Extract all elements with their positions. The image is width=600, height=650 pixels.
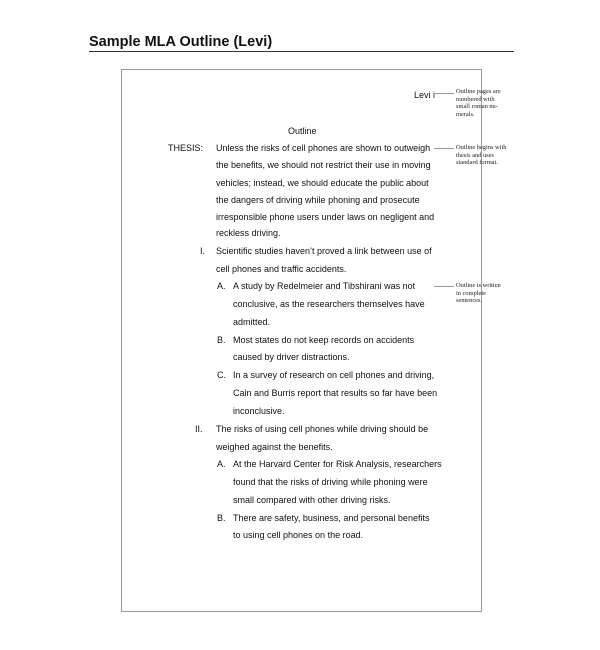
item-line: A study by Redelmeier and Tibshirani was not — [233, 281, 416, 291]
margin-annotation — [456, 282, 526, 305]
item-line: caused by driver distractions. — [233, 352, 350, 362]
thesis-line: vehicles; instead, we should educate the public about — [216, 178, 429, 188]
item-letter: C. — [217, 370, 226, 380]
section-line: cell phones and traffic accidents. — [216, 264, 347, 274]
item-line: found that the risks of driving while phoning were — [233, 477, 428, 487]
item-line: admitted. — [233, 317, 271, 327]
annotation-leader — [434, 93, 454, 94]
thesis-line: the benefits, we should not restrict their use in moving — [216, 160, 431, 170]
section-line: Scientific studies haven’t proved a link between use of — [216, 246, 432, 256]
item-letter: A. — [217, 281, 226, 291]
thesis-label: THESIS: — [168, 143, 204, 153]
outline-heading: Outline — [288, 126, 317, 136]
annotation-line: in complete — [456, 289, 486, 297]
annotation-line: small roman nu- — [456, 103, 498, 111]
item-line: Most states do not keep records on accidents — [233, 335, 415, 345]
item-line: In a survey of research on cell phones and driving, — [233, 370, 435, 380]
thesis-line: irresponsible phone users under laws on negligent and — [216, 212, 435, 222]
margin-annotation — [456, 88, 526, 118]
section-numeral: II. — [195, 424, 203, 434]
annotation-line: Outline pages are — [456, 88, 501, 95]
margin-annotation — [456, 144, 526, 167]
item-line: At the Harvard Center for Risk Analysis, researchers — [233, 459, 442, 469]
annotation-leader — [434, 286, 454, 287]
thesis-line: the dangers of driving while phoning and prosecute — [216, 195, 420, 205]
section-line: weighed against the benefits. — [216, 442, 333, 452]
section-line: The risks of using cell phones while driving should be — [216, 424, 429, 434]
annotation-line: Outline begins with — [456, 144, 507, 151]
thesis-line: Unless the risks of cell phones are shown to outweigh — [216, 143, 431, 153]
item-line: to using cell phones on the road. — [233, 530, 364, 540]
annotation-line: standard format. — [456, 159, 498, 167]
item-line: small compared with other driving risks. — [233, 495, 391, 505]
item-letter: B. — [217, 335, 226, 345]
item-line: Cain and Burris report that results so far have been — [233, 388, 438, 398]
annotation-line: numbered with — [456, 95, 495, 103]
annotation-leader — [434, 148, 454, 149]
item-line: conclusive, as the researchers themselves have — [233, 299, 425, 309]
item-letter: A. — [217, 459, 226, 469]
document-title: Sample MLA Outline (Levi) — [89, 34, 273, 50]
thesis-line: reckless driving. — [216, 228, 281, 238]
item-line: There are safety, business, and personal benefits — [233, 513, 430, 523]
section-numeral: I. — [200, 246, 206, 256]
page-header: Levi i — [414, 90, 436, 100]
item-line: inconclusive. — [233, 406, 285, 416]
item-letter: B. — [217, 513, 226, 523]
annotation-line: Outline is written — [456, 282, 501, 289]
annotation-line: sentences. — [456, 297, 483, 305]
annotation-line: thesis and uses — [456, 151, 494, 159]
annotation-line: merals. — [456, 110, 475, 118]
